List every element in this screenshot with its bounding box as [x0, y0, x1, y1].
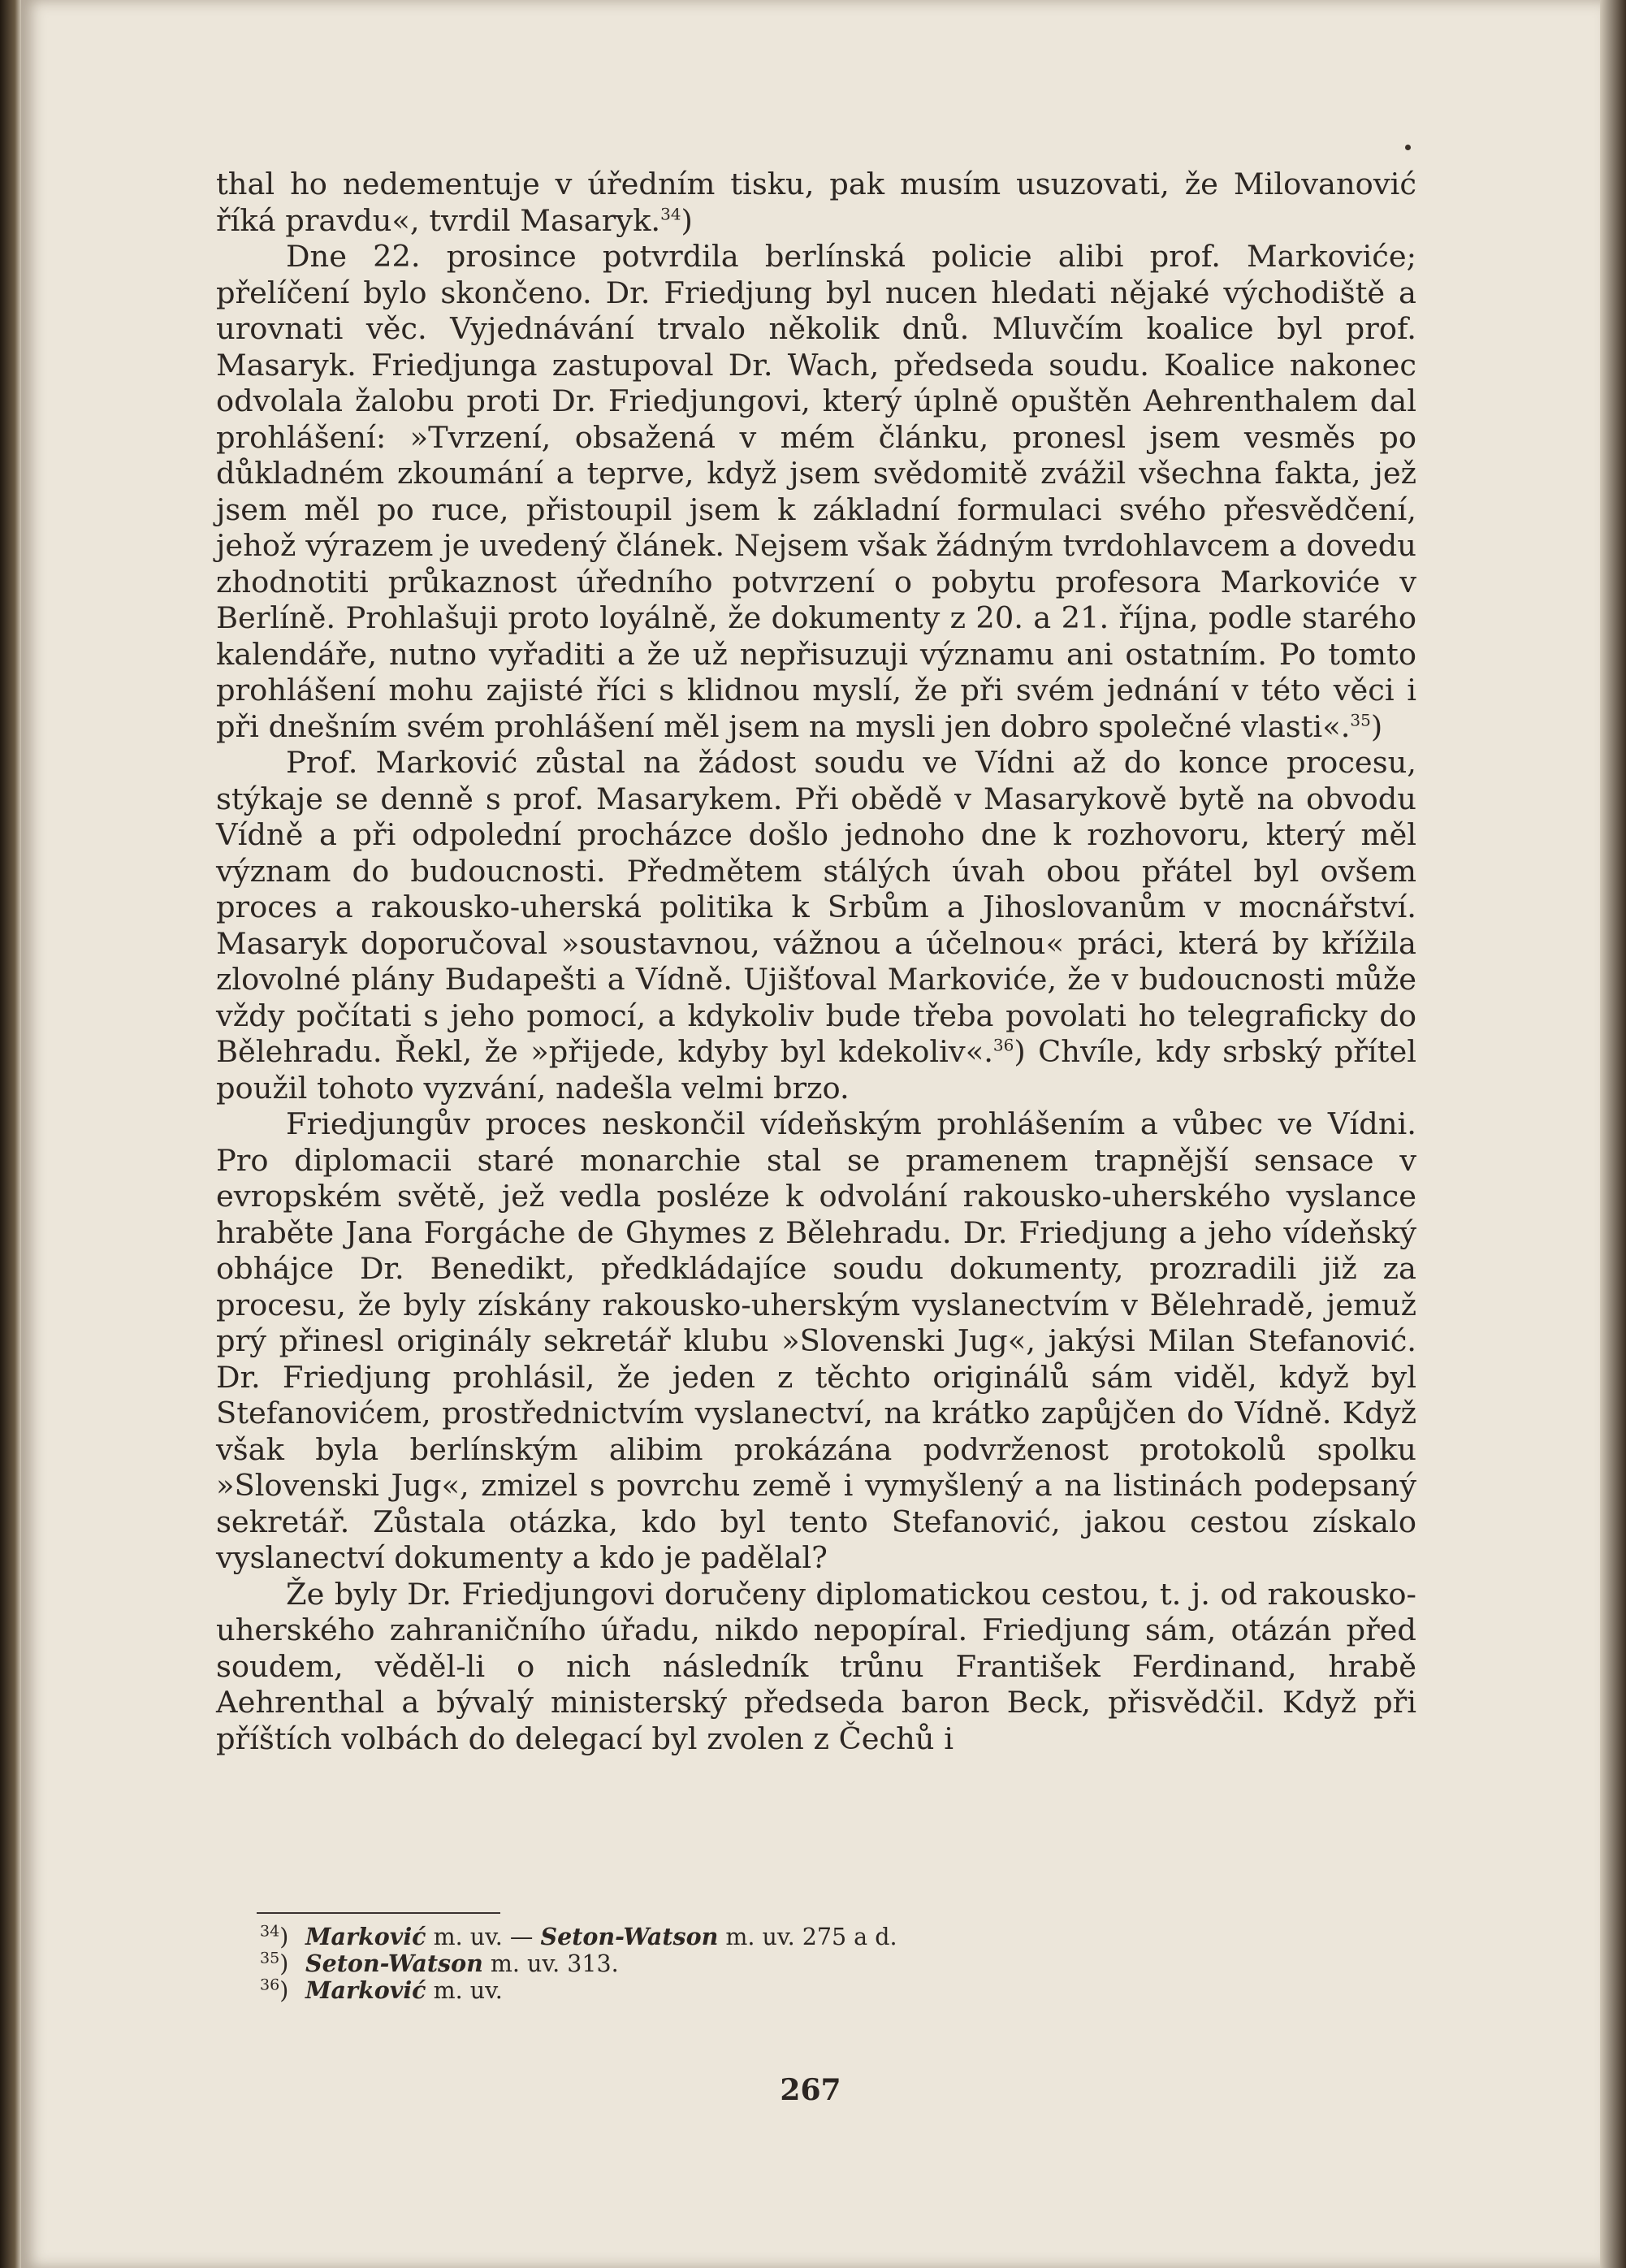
body-text	[216, 167, 1416, 1757]
cited-author: Seton-Watson	[540, 1923, 719, 1950]
text-run: Friedjungův proces neskončil vídeňským prohlášením a vůbec ve Vídni. Pro diplomacii staré monarchie stal se pramenem trapnější sensace v evropském světě, jež vedla posléze k odvolání rakousko-uherského vyslance hraběte Jana Forgáche de Ghymes z Bělehradu. Dr. Friedjung a jeho vídeňský obhájce Dr. Benedikt, předkládajíce soudu dokumenty, prozradili již za procesu, že byly získány rakousko-uherským vyslanectvím v Bělehradě, jemuž prý přinesl originály sekretář klubu »Slovenski Jug«, jakýsi Milan Stefanović. Dr. Friedjung prohlásil, že jeden z těchto originálů sám viděl, když byl Stefanovićem, prostřednictvím vyslanectví, na krátko zapůjčen do Vídně. Když však byla berlínským alibim prokázána podvrženost protokolů spolku »Slovenski Jug«, zmizel s povrchu země i vymyšlený a na listinách podepsaný sekretář. Zůstala otázka, kdo byl tento Stefanović, jakou cestou získalo vyslanectví dokumenty a kdo je padělal?	[216, 1106, 1416, 1575]
footnotes	[260, 1924, 1235, 2004]
text-run: ) Chvíle, kdy srbský přítel použil tohoto vyzvání, nadešla velmi brzo.	[216, 1034, 1416, 1106]
ink-speck	[1405, 145, 1411, 150]
footnote-ref: 36	[992, 1035, 1014, 1055]
page-number: 267	[780, 2073, 841, 2107]
text-run: Prof. Marković zůstal na žádost soudu ve Vídni až do konce procesu, stýkaje se denně s prof. Masarykem. Při obědě v Masarykově bytě na obvodu Vídně a při odpolední procházce došlo jednoho dne k rozhovoru, který měl význam do budoucnosti. Předmětem stálých úvah obou přátel byl ovšem proces a rakousko-uherská politika k Srbům a Jihoslovanům v mocnářství. Masaryk doporučoval »soustavnou, vážnou a účelnou« práci, která by křížila zlovolné plány Budapešti a Vídně. Ujišťoval Markoviće, že v budoucnosti může vždy počítati s jeho pomocí, a kdykoliv bude třeba povolati ho telegraficky do Bělehradu. Řekl, že »přijede, kdyby byl kdekoliv«.	[216, 745, 1416, 1069]
cited-author: Marković	[305, 1976, 426, 2004]
text-run: )	[1370, 708, 1383, 744]
paragraph	[216, 239, 1416, 745]
text-run: Že byly Dr. Friedjungovi doručeny diplomatickou cestou, t. j. od rakousko-uherského zahraničního úřadu, nikdo nepopíral. Friedjung sám, otázán před soudem, věděl-li o nich následník trůnu František Ferdinand, hrabě Aehrenthal a bývalý ministerský předseda baron Beck, přisvědčil. Když při příštích volbách do delegací byl zvolen z Čechů i	[216, 1576, 1416, 1756]
text-run: m. uv.	[426, 1977, 503, 2004]
footnote-number: $^{34}$)	[260, 1922, 289, 1950]
footnote-number: $^{36}$)	[260, 1976, 289, 2004]
paragraph	[216, 167, 1416, 239]
footnote-number-digits: 36	[260, 1976, 280, 1994]
text-run: thal ho nedementuje v úředním tisku, pak musím usuzovati, že Milovanović říká pravdu«, tvrdil Masaryk.	[216, 167, 1416, 238]
footnote-ref: 34	[660, 204, 681, 224]
footnote-rule	[257, 1912, 500, 1914]
footnote-number-digits: 34	[260, 1922, 280, 1941]
footnote	[260, 1950, 1235, 1977]
book-spine-shadow	[0, 0, 21, 2268]
footnote-number: $^{35}$)	[260, 1949, 289, 1977]
footnote-ref: 35	[1350, 710, 1371, 730]
text-run: m. uv. —	[426, 1924, 541, 1950]
paragraph	[216, 745, 1416, 1106]
cited-author: Seton-Watson	[305, 1950, 483, 1977]
cited-author: Marković	[305, 1923, 426, 1950]
footnote	[260, 1977, 1235, 2004]
page-edge-shadow	[1600, 0, 1626, 2268]
paragraph	[216, 1577, 1416, 1758]
text-run: Dne 22. prosince potvrdila berlínská policie alibi prof. Markoviće; přelíčení bylo skončeno. Dr. Friedjung byl nucen hledati nějaké východiště a urovnati věc. Vyjednávání trvalo několik dnů. Mluvčím koalice byl prof. Masaryk. Friedjunga zastupoval Dr. Wach, předseda soudu. Koalice nakonec odvolala žalobu proti Dr. Friedjungovi, který úplně opuštěn Aehrenthalem dal prohlášení: »Tvrzení, obsažená v mém článku, pronesl jsem vesměs po důkladném zkoumání a teprve, když jsem svědomitě zvážil všechna fakta, jež jsem měl po ruce, přistoupil jsem k základní formulaci svého přesvědčení, jehož výrazem je uvedený článek. Nejsem však žádným tvrdohlavcem a dovedu zhodnotiti průkaznost úředního potvrzení o pobytu profesora Markoviće v Berlíně. Prohlašuji proto loyálně, že dokumenty z 20. a 21. října, podle starého kalendáře, nutno vyřaditi a že už nepřisuzuji významu ani ostatním. Po tomto prohlášení mohu zajisté říci s klidnou myslí, že při svém jednání v této věci i při dnešním svém prohlášení měl jsem na mysli jen dobro společné vlasti«.	[216, 239, 1416, 744]
text-run: m. uv. 275 a d.	[718, 1924, 897, 1950]
footnote	[260, 1924, 1235, 1950]
text-run: )	[681, 202, 693, 238]
footnote-number-digits: 35	[260, 1949, 280, 1967]
text-run: m. uv. 313.	[482, 1950, 619, 1977]
book-page	[21, 0, 1600, 2268]
paragraph	[216, 1106, 1416, 1577]
